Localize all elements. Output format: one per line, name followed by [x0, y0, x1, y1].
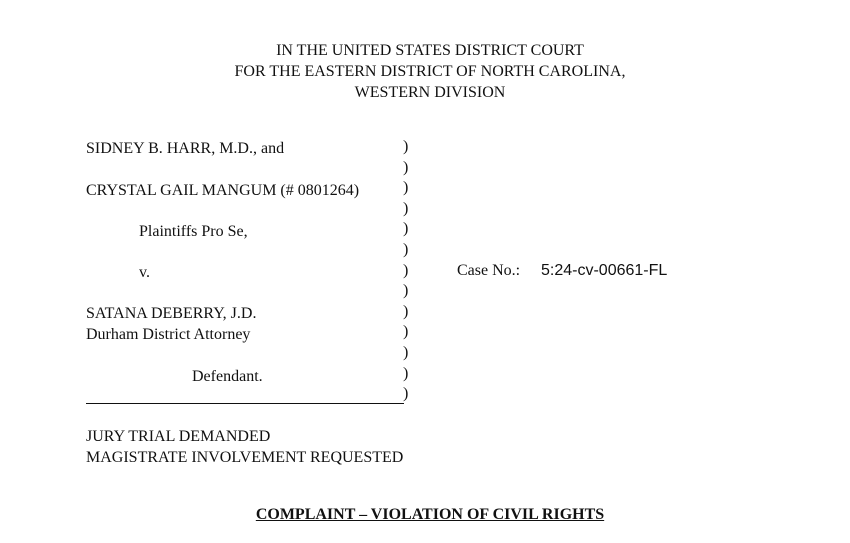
court-heading-line3: WESTERN DIVISION [354, 84, 506, 101]
plaintiff-2-name: CRYSTAL GAIL MANGUM (# 0801264) [86, 182, 360, 199]
case-number-value: 5:24-cv-00661-FL [541, 262, 668, 279]
caption-paren: ) [403, 323, 409, 341]
caption-parenthesis-column [403, 137, 408, 405]
court-heading-line1: IN THE UNITED STATES DISTRICT COURT [276, 42, 584, 59]
defendant-name: SATANA DEBERRY, J.D. [86, 305, 257, 322]
jury-trial-notice: JURY TRIAL DEMANDED [86, 428, 271, 445]
court-heading [0, 40, 850, 103]
plaintiff-1-name: SIDNEY B. HARR, M.D., and [86, 140, 285, 157]
plaintiffs-role: Plaintiffs Pro Se, [139, 223, 248, 240]
magistrate-notice: MAGISTRATE INVOLVEMENT REQUESTED [86, 449, 404, 466]
versus-label: v. [139, 264, 150, 281]
caption-paren: ) [403, 282, 409, 300]
caption-paren: ) [403, 158, 409, 176]
caption-paren: ) [403, 302, 409, 320]
defendant-title: Durham District Attorney [86, 326, 251, 343]
defendant-role: Defendant. [192, 368, 263, 385]
caption-paren: ) [403, 240, 409, 258]
case-number-label: Case No.: [457, 262, 521, 279]
caption-underline [86, 403, 404, 404]
caption-paren: ) [403, 199, 409, 217]
filing-notices [86, 426, 403, 468]
caption-paren: ) [403, 220, 409, 238]
caption-paren: ) [403, 364, 409, 382]
document-title: COMPLAINT – VIOLATION OF CIVIL RIGHTS [255, 506, 605, 523]
caption-paren: ) [403, 385, 409, 403]
caption-paren: ) [403, 138, 409, 155]
caption-paren: ) [403, 343, 409, 361]
caption-paren: ) [403, 179, 409, 197]
caption-paren: ) [403, 261, 409, 279]
court-heading-line2: FOR THE EASTERN DISTRICT OF NORTH CAROLINA, [234, 63, 626, 80]
